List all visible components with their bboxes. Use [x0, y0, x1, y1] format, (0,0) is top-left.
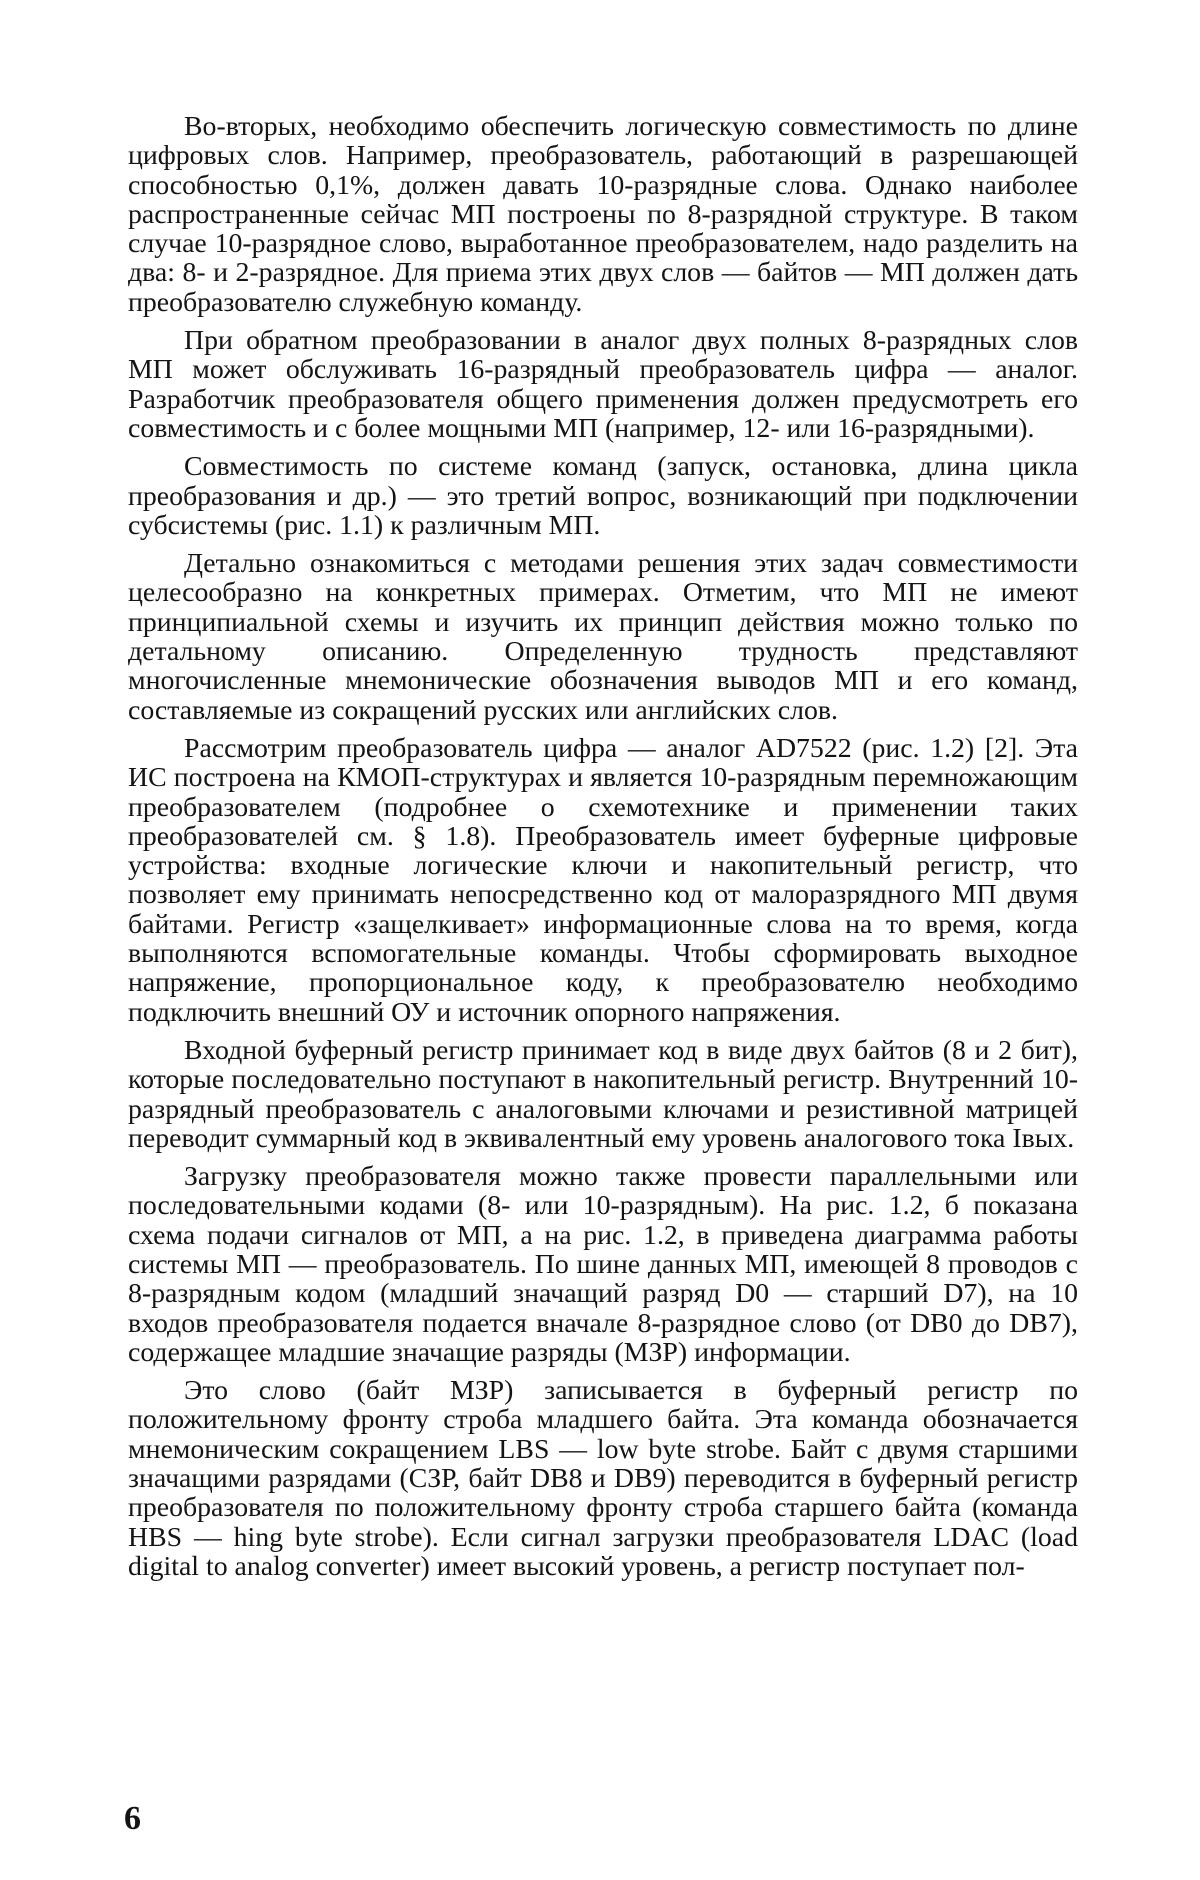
page-text — [128, 112, 1078, 1581]
paragraph: Рассмотрим преобразователь цифра — аналог AD7522 (рис. 1.2) [2]. Эта ИС построена на КМОП-структурах и является 10-разрядным перемножающим преобразователем (подробнее о схемотехнике и применении таких преобразователей см. § 1.8). Преобразователь имеет буферные цифровые устройства: входные логические ключи и накопительный регистр, что позволяет ему принимать непосредственно код от малоразрядного МП двумя байтами. Регистр «защелкивает» информационные слова на то время, когда выполняются вспомогательные команды. Чтобы сформировать выходное напряжение, пропорциональное коду, к преобразователю необходимо подключить внешний ОУ и источник опорного напряжения. — [128, 732, 1078, 1028]
paragraph: Загрузку преобразователя можно также провести параллельными или последовательными кодами (8- или 10-разрядным). На рис. 1.2, б показана схема подачи сигналов от МП, а на рис. 1.2, в приведена диаграмма работы системы МП — преобразователь. По шине данных МП, имеющей 8 проводов с 8-разрядным кодом (младший значащий разряд D0 — старший D7), на 10 входов преобразователя подается вначале 8-разрядное слово (от DB0 до DB7), содержащее младшие значащие разряды (МЗР) информации. — [128, 1161, 1078, 1368]
paragraph: Во-вторых, необходимо обеспечить логическую совместимость по длине цифровых слов. Например, преобразователь, работающий в разрешающей способностью 0,1%, должен давать 10-разрядные слова. Однако наиболее распространенные сейчас МП построены по 8-разрядной структуре. В таком случае 10-разрядное слово, выработанное преобразователем, надо разделить на два: 8- и 2-разрядное. Для приема этих двух слов — байтов — МП должен дать преобразователю служебную команду. — [128, 111, 1078, 318]
paragraph: Детально ознакомиться с методами решения этих задач совместимости целесообразно на конкретных примерах. Отметим, что МП не имеют принципиальной схемы и изучить их принцип действия можно только по детальному описанию. Определенную трудность представляют многочисленные мнемонические обозначения выводов МП и его команд, составляемые из сокращений русских или английских слов. — [128, 548, 1078, 726]
paragraph: Совместимость по системе команд (запуск, остановка, длина цикла преобразования и др.) — это третий вопрос, возникающий при подключении субсистемы (рис. 1.1) к различным МП. — [128, 451, 1078, 541]
page-number: 6 — [124, 1800, 141, 1837]
paragraph: Это слово (байт МЗР) записывается в буферный регистр по положительному фронту строба младшего байта. Эта команда обозначается мнемоническим сокращением LBS — low byte strobe. Байт с двумя старшими значащими разрядами (СЗР, байт DB8 и DB9) переводится в буферный регистр преобразователя по положительному фронту строба старшего байта (команда HBS — hing byte strobe). Если сигнал загрузки преобразователя LDAC (load digital to analog converter) имеет высокий уровень, а регистр поступает пол- — [128, 1375, 1078, 1582]
paragraph: Входной буферный регистр принимает код в виде двух байтов (8 и 2 бит), которые последовательно поступают в накопительный регистр. Внутренний 10-разрядный преобразователь с аналоговыми ключами и резистивной матрицей переводит суммарный код в эквивалентный ему уровень аналогового тока Iвых. — [128, 1034, 1078, 1154]
paragraph: При обратном преобразовании в аналог двух полных 8-разрядных слов МП может обслуживать 16-разрядный преобразователь цифра — аналог. Разработчик преобразователя общего применения должен предусмотреть его совместимость и с более мощными МП (например, 12- или 16-разрядными). — [128, 325, 1078, 444]
